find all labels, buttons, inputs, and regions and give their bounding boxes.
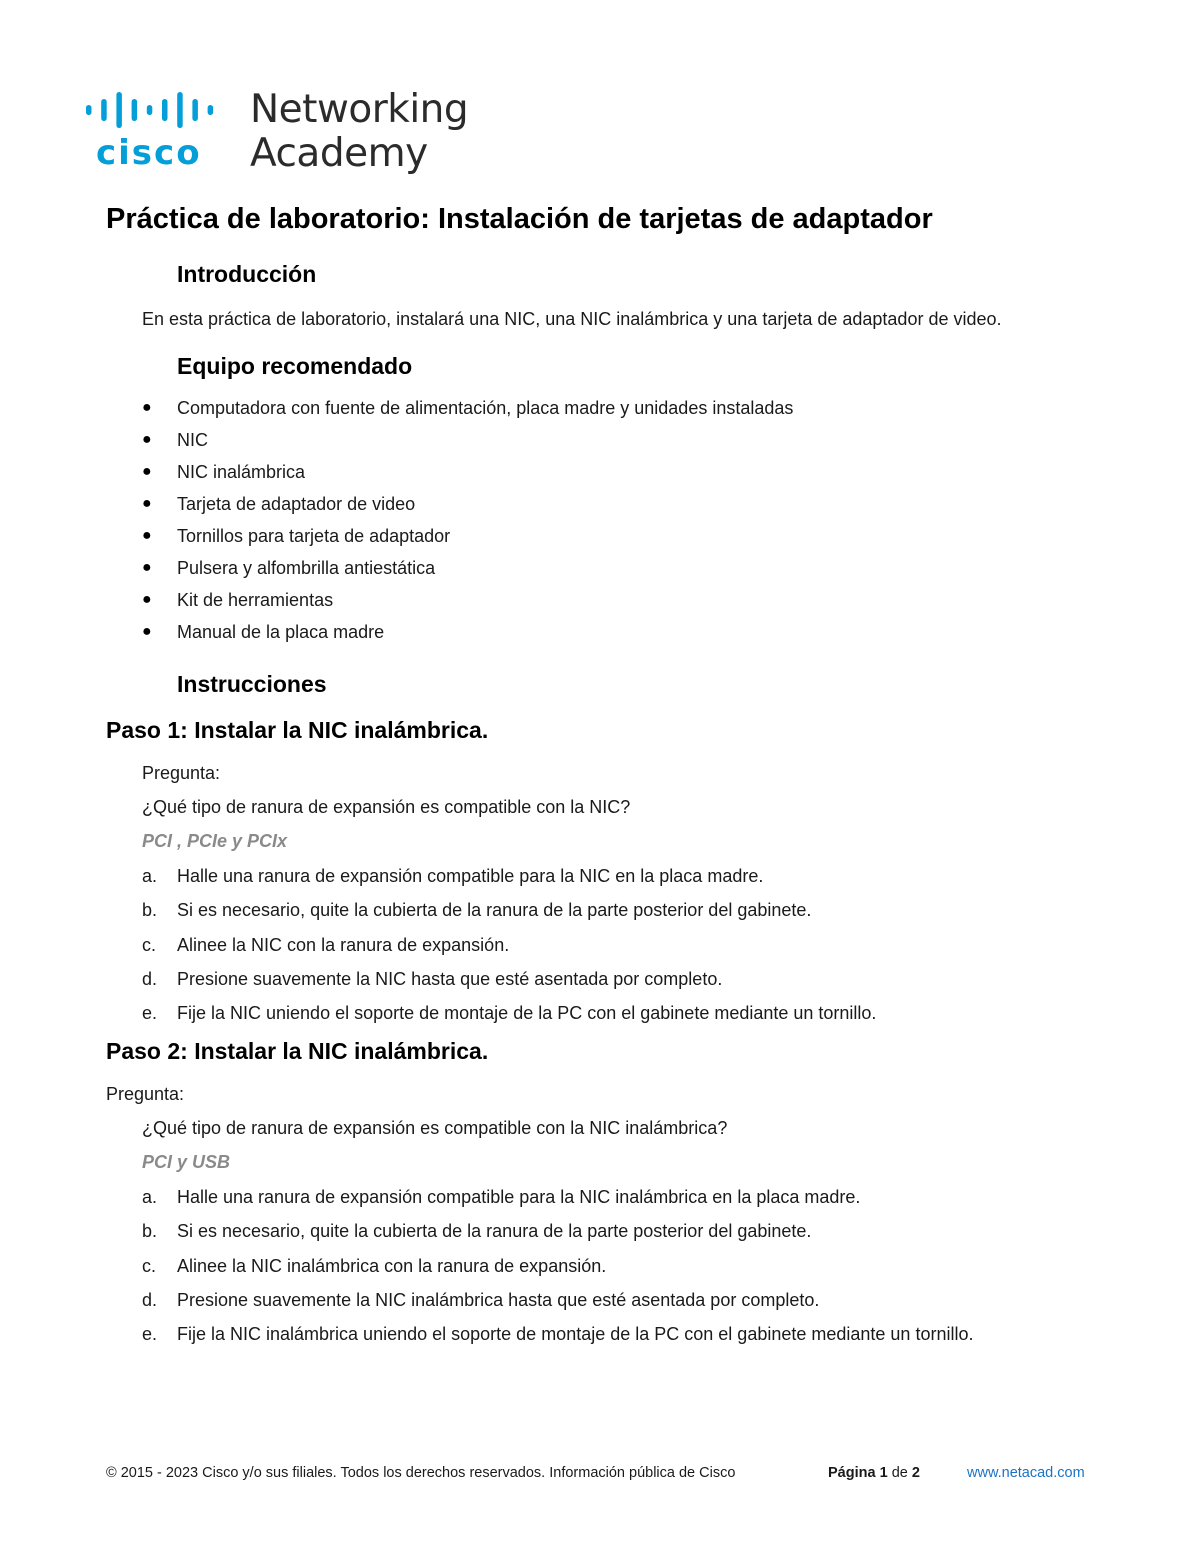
equipment-item: NIC: [177, 430, 208, 450]
cisco-bars-icon: [84, 88, 234, 180]
footer-page-current: 1: [879, 1465, 888, 1481]
logo-bar: [162, 99, 168, 121]
list-letter: d.: [142, 1289, 158, 1310]
cisco-networking-academy-logo: [84, 88, 474, 180]
equipment-item: Tarjeta de adaptador de video: [177, 494, 416, 514]
bullet-dot: ●: [142, 399, 152, 416]
logo-bar: [101, 99, 107, 121]
step1-question: ¿Qué tipo de ranura de expansión es compatible con la NIC?: [142, 797, 631, 817]
svg-text:cisco: cisco: [96, 133, 202, 173]
equipment-item: Kit de herramientas: [177, 590, 334, 610]
list-letter: e.: [142, 1324, 158, 1345]
step1-heading: Paso 1: Instalar la NIC inalámbrica.: [106, 717, 489, 743]
bullet-dot: ●: [142, 495, 152, 512]
logo-bar: [192, 99, 198, 121]
list-item: Presione suavemente la NIC inalámbrica hasta que esté asentada por completo.: [177, 1289, 820, 1310]
list-item: Si es necesario, quite la cubierta de la ranura de la parte posterior del gabinete.: [177, 900, 812, 921]
list-letter: d.: [142, 968, 158, 989]
equipment-item: NIC inalámbrica: [177, 462, 306, 482]
list-item: Halle una ranura de expansión compatible para la NIC en la placa madre.: [177, 866, 764, 886]
logo-bar: [208, 105, 214, 115]
logo-bar: [116, 92, 122, 128]
equipment-item: Tornillos para tarjeta de adaptador: [177, 526, 451, 546]
list-item: Halle una ranura de expansión compatible para la NIC inalámbrica en la placa madre.: [177, 1187, 861, 1207]
intro-heading: Introducción: [177, 261, 317, 287]
bullet-dot: ●: [142, 431, 152, 448]
bullet-dot: ●: [142, 527, 152, 544]
step2-answer: PCI y USB: [142, 1152, 231, 1172]
list-letter: e.: [142, 1003, 158, 1024]
logo-bar: [86, 105, 92, 115]
logo-bar: [147, 105, 153, 115]
step2-question: ¿Qué tipo de ranura de expansión es compatible con la NIC inalámbrica?: [142, 1118, 728, 1138]
list-item: Fije la NIC inalámbrica uniendo el soporte de montaje de la PC con el gabinete mediante un tornillo.: [177, 1324, 974, 1345]
footer-copyright: © 2015 - 2023 Cisco y/o sus filiales. Todos los derechos reservados. Información pública de Cisco: [106, 1465, 736, 1481]
logo-line1: Networking: [250, 87, 469, 132]
logo-line2: Academy: [250, 131, 428, 176]
footer-page-number: [828, 1465, 920, 1481]
list-letter: c.: [142, 934, 157, 955]
list-letter: b.: [142, 1221, 158, 1242]
bullet-dot: ●: [142, 623, 152, 640]
list-item: Fije la NIC uniendo el soporte de montaje de la PC con el gabinete mediante un tornillo.: [177, 1003, 877, 1024]
page-title: Práctica de laboratorio: Instalación de tarjetas de adaptador: [106, 203, 933, 235]
list-item: Alinee la NIC con la ranura de expansión.: [177, 934, 510, 955]
list-letter: b.: [142, 900, 158, 921]
equipment-item: Computadora con fuente de alimentación, placa madre y unidades instaladas: [177, 398, 794, 418]
logo-wordmark: [250, 88, 468, 176]
step1-question-label: Pregunta:: [142, 763, 221, 783]
list-item: Alinee la NIC inalámbrica con la ranura de expansión.: [177, 1255, 607, 1276]
bullet-dot: ●: [142, 559, 152, 576]
footer-page-label: Página: [828, 1465, 876, 1481]
list-letter: c.: [142, 1255, 157, 1276]
step2-question-label: Pregunta:: [106, 1084, 185, 1104]
step1-answer: PCI , PCIe y PCIx: [142, 831, 288, 851]
logo-bar: [132, 99, 138, 121]
list-item: Presione suavemente la NIC hasta que esté asentada por completo.: [177, 968, 723, 989]
footer-url-link[interactable]: www.netacad.com: [967, 1465, 1085, 1481]
equipment-item: Pulsera y alfombrilla antiestática: [177, 558, 436, 578]
intro-text: En esta práctica de laboratorio, instalará una NIC, una NIC inalámbrica y una tarjeta de adaptador de video.: [142, 309, 1002, 329]
list-item: Si es necesario, quite la cubierta de la ranura de la parte posterior del gabinete.: [177, 1221, 812, 1242]
list-letter: a.: [142, 1187, 158, 1207]
logo-bar: [177, 92, 183, 128]
list-letter: a.: [142, 866, 158, 886]
instructions-heading: Instrucciones: [177, 671, 327, 697]
footer-page-total: 2: [911, 1465, 920, 1481]
step2-heading: Paso 2: Instalar la NIC inalámbrica.: [106, 1038, 489, 1064]
equipment-item: Manual de la placa madre: [177, 622, 385, 642]
bullet-dot: ●: [142, 591, 152, 608]
footer-page-of: de: [891, 1465, 908, 1481]
equipment-heading: Equipo recomendado: [177, 353, 413, 379]
bullet-dot: ●: [142, 463, 152, 480]
